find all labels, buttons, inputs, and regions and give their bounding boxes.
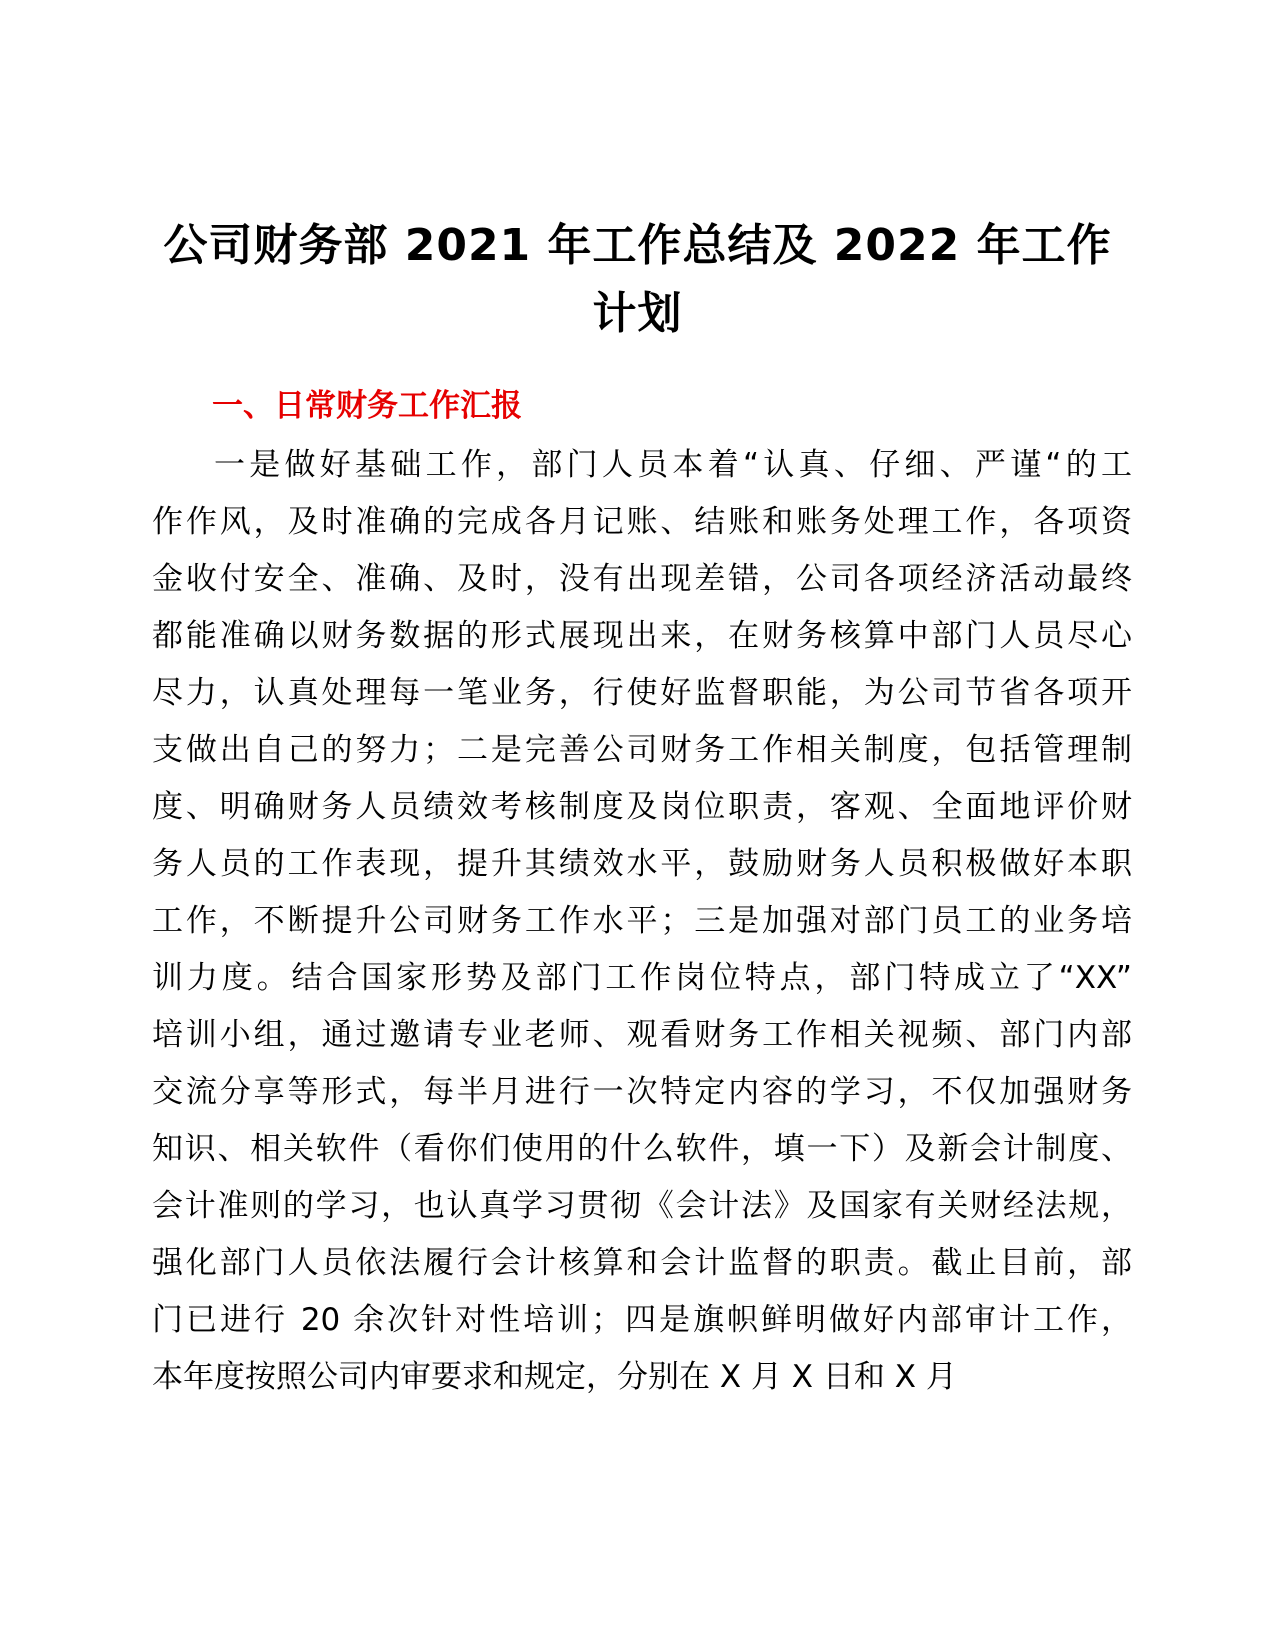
paragraph-line: 作作风，及时准确的完成各月记账、结账和账务处理工作，各项资 [152, 504, 1132, 540]
paragraph-line: 培训小组，通过邀请专业老师、观看财务工作相关视频、部门内部 [152, 1017, 1132, 1053]
paragraph-line: 交流分享等形式，每半月进行一次特定内容的学习，不仅加强财务 [152, 1074, 1132, 1110]
body-paragraph [152, 437, 1132, 1406]
paragraph-line: 度、明确财务人员绩效考核制度及岗位职责，客观、全面地评价财 [152, 789, 1132, 825]
paragraph-line: 本年度按照公司内审要求和规定，分别在 X 月 X 日和 X 月 [152, 1359, 957, 1395]
paragraph-line: 都能准确以财务数据的形式展现出来，在财务核算中部门人员尽心 [152, 618, 1132, 654]
paragraph-line: 会计准则的学习，也认真学习贯彻《会计法》及国家有关财经法规， [152, 1188, 1132, 1224]
section-heading: 一、日常财务工作汇报 [212, 388, 522, 424]
paragraph-line: 强化部门人员依法履行会计核算和会计监督的职责。截止目前，部 [152, 1245, 1132, 1281]
document-title-line-1: 公司财务部 2021 年工作总结及 2022 年工作 [163, 220, 1112, 271]
paragraph-line: 训力度。结合国家形势及部门工作岗位特点，部门特成立了“XX” [152, 960, 1132, 996]
paragraph-line: 务人员的工作表现，提升其绩效水平，鼓励财务人员积极做好本职 [152, 846, 1132, 882]
paragraph-line: 工作，不断提升公司财务工作水平；三是加强对部门员工的业务培 [152, 903, 1132, 939]
paragraph-line: 金收付安全、准确、及时，没有出现差错，公司各项经济活动最终 [152, 561, 1132, 597]
paragraph-line: 门已进行 20 余次针对性培训；四是旗帜鲜明做好内部审计工作， [152, 1302, 1132, 1338]
paragraph-line: 一是做好基础工作，部门人员本着“认真、仔细、严谨“的工 [214, 447, 1132, 483]
paragraph-line: 知识、相关软件（看你们使用的什么软件，填一下）及新会计制度、 [152, 1131, 1132, 1167]
paragraph-line: 支做出自己的努力；二是完善公司财务工作相关制度，包括管理制 [152, 732, 1132, 768]
document-title-line-2: 计划 [592, 288, 683, 339]
paragraph-line: 尽力，认真处理每一笔业务，行使好监督职能，为公司节省各项开 [152, 675, 1132, 711]
